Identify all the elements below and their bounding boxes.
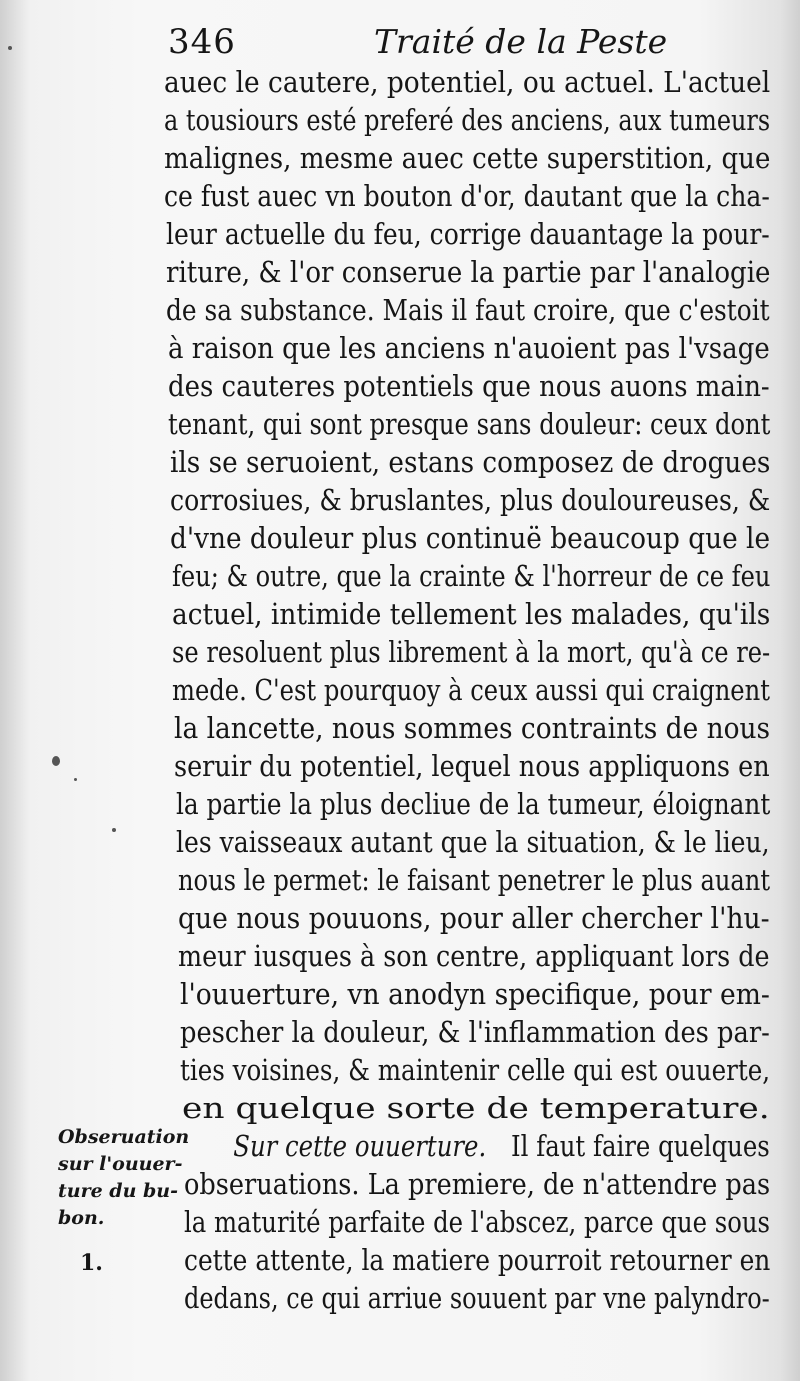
marginal-note-line: bon. — [58, 1207, 105, 1229]
text-line: de sa substance. Mais il faut croire, que c'estoit — [166, 294, 770, 327]
text-line: corrosiues, & bruslantes, plus douloureuses, & — [170, 484, 771, 517]
text-line: obseruations. La premiere, de n'attendre pas — [184, 1168, 771, 1201]
text-line: les vaisseaux autant que la situation, & le lieu, — [176, 826, 770, 859]
page-number: 346 — [168, 22, 236, 62]
ink-speck — [52, 756, 60, 766]
text-line: tenant, qui sont presque sans douleur: ceux dont — [168, 408, 771, 441]
section-lead: Sur cette ouuerture. — [233, 1130, 487, 1163]
section-first-line-rest: Il faut faire quelques — [511, 1130, 770, 1163]
text-line: feu; & outre, que la crainte & l'horreur de ce feu — [172, 560, 771, 593]
marginal-note-line: Obseruation — [58, 1126, 190, 1148]
ink-speck — [8, 46, 12, 50]
ink-speck — [74, 778, 77, 781]
marginal-note-line: sur l'ouuer- — [58, 1153, 183, 1175]
text-line: cette attente, la matiere pourroit retourner en — [184, 1244, 771, 1277]
text-line: meur iusques à son centre, appliquant lors de — [178, 940, 770, 973]
text-line: actuel, intimide tellement les malades, qu'ils — [172, 598, 771, 631]
text-line: riture, & l'or conserue la partie par l'analogie — [166, 256, 771, 289]
text-line: ties voisines, & maintenir celle qui est ouuerte, — [180, 1054, 771, 1087]
ink-speck — [112, 828, 116, 832]
page-header — [168, 18, 788, 68]
text-line: d'vne douleur plus continuë beaucoup que le — [170, 522, 771, 555]
text-line: la partie la plus decliue de la tumeur, éloignant — [176, 788, 771, 821]
text-line: mede. C'est pourquoy à ceux aussi qui craignent — [172, 674, 770, 707]
text-line: malignes, mesme auec cette superstition, que — [164, 142, 771, 175]
text-line: nous le permet: le faisant penetrer le plus auant — [178, 864, 771, 897]
text-line: pescher la douleur, & l'inflammation des par- — [180, 1016, 770, 1049]
text-line: auec le cautere, potentiel, ou actuel. L'actuel — [164, 66, 771, 99]
text-line: la lancette, nous sommes contraints de nous — [174, 712, 771, 745]
text-line: se resoluent plus librement à la mort, qu'à ce re- — [172, 636, 771, 669]
text-line: ce fust auec vn bouton d'or, dautant que la cha- — [164, 180, 770, 213]
text-line: a tousiours esté preferé des anciens, aux tumeurs — [164, 104, 771, 137]
observation-number: 1. — [80, 1250, 103, 1276]
text-line: ils se seruoient, estans composez de drogues — [170, 446, 771, 479]
text-line: l'ouuerture, vn anodyn specifique, pour em- — [180, 978, 770, 1011]
running-title: Traité de la Peste — [374, 22, 668, 61]
text-line: seruir du potentiel, lequel nous appliquons en — [174, 750, 770, 783]
text-line: que nous pouuons, pour aller chercher l'hu- — [178, 902, 770, 935]
text-line: la maturité parfaite de l'abscez, parce que sous — [184, 1206, 770, 1239]
text-line: leur actuelle du feu, corrige dauantage la pour- — [166, 218, 770, 251]
text-line: en quelque sorte de temperature. — [182, 1092, 770, 1125]
marginal-note-line: ture du bu- — [58, 1180, 179, 1202]
text-line: à raison que les anciens n'auoient pas l'vsage — [168, 332, 770, 365]
marginal-note — [58, 1124, 189, 1232]
text-line: dedans, ce qui arriue souuent par vne palyndro- — [184, 1282, 770, 1315]
text-line: des cauteres potentiels que nous auons main- — [168, 370, 770, 403]
section-first-line — [182, 1130, 770, 1163]
